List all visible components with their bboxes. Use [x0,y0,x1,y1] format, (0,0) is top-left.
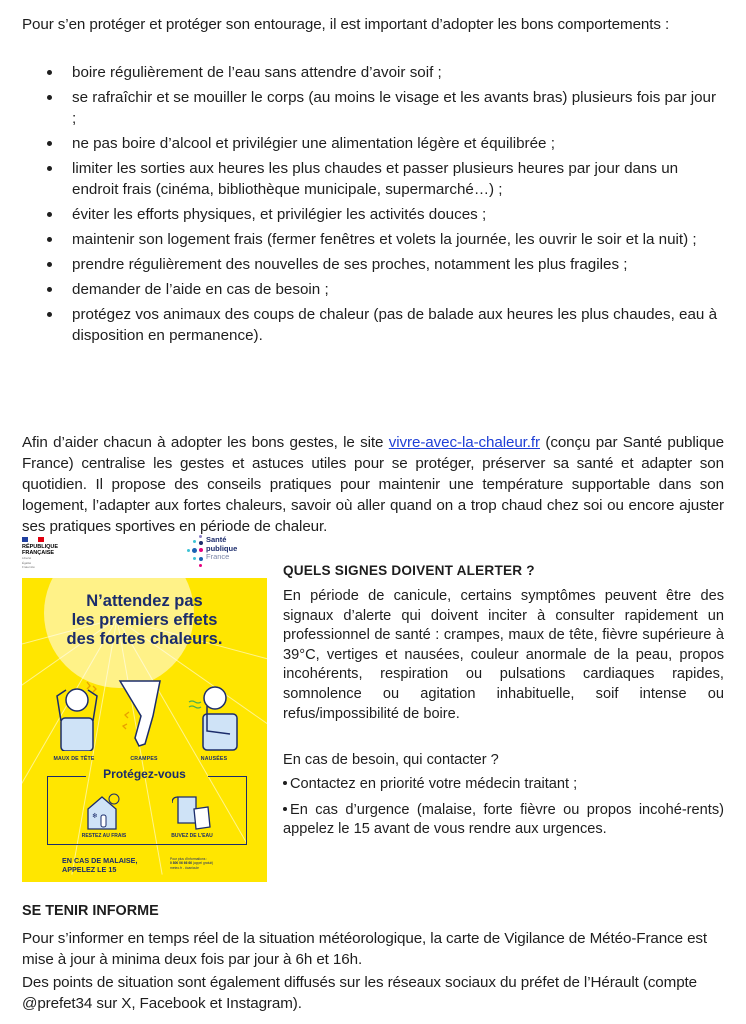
vivre-avec-la-chaleur-link[interactable]: vivre-avec-la-chaleur.fr [388,434,540,451]
contact-list [283,775,724,846]
list-item: prendre régulièrement des nouvelles de ses proches, notamment les plus fragiles ; [22,254,724,275]
list-item: limiter les sorties aux heures les plus chaudes et passer plusieurs heures par jour dans un endroit frais (cinéma, bibliothèque municipale, supermarché…) ; [22,158,724,200]
sante-publique-france-logo: Santé publique France [186,535,266,573]
poster-info: Pour plus d’informations : 0 800 06 66 66 (appel gratuit) meteo.fr - #canicule [170,857,214,870]
signs-heading: QUELS SIGNES DOIVENT ALERTER ? [283,563,535,578]
stay-informed-paragraph-2: Des points de situation sont également diffusés sur les réseaux sociaux du préfet de l’Hérault (compte @prefet34 sur X, Facebook et Instagram). [22,974,698,1012]
bullet-icon [283,807,287,811]
protect-label: RESTEZ AU FRAIS [81,833,127,839]
signs-paragraph: En période de canicule, certains symptômes peuvent être des signaux d’alerte qui doivent inciter à consulter rapidement un professionnel de santé : crampes, maux de tête, fièvre supérieure à 39°C, vertiges et nausées, couleur anormale de la peau, propos incohérents, respiration ou pulsations cardiaques rapides, somnolence ou agitation inhabituelle, soif intense ou refus/impossibilité de boire. [283,588,724,722]
symptom-label: MAUX DE TÊTE [53,756,95,762]
bullet-icon [47,212,52,217]
stay-informed-paragraph-1: Pour s’informer en temps réel de la situation météorologique, la carte de Vigilance de Météo-France est mise à jour à minima deux fois par jour à 6h et 16h. [22,930,708,968]
emergency-callout: EN CAS DE MALAISE, APPELEZ LE 15 [62,856,138,874]
svg-text:❄: ❄ [92,812,98,820]
spf-dots-icon [186,535,208,571]
website-paragraph: Afin d’aider chacun à adopter les bons gestes, le site vivre-avec-la-chaleur.fr (conçu par Santé publique France) centralise les gestes et astuces utiles pour se protéger, préserver sa santé et adapter son quotidien. Il propose des conseils pratiques pour maintenir une température supportable dans son logement, l’adapter aux fortes chaleurs, savoir où aller quand on a trop chaud chez soi ou encore ajuster ses pratiques sportives en période de chaleur. [22,434,724,535]
heatwave-poster [22,578,267,882]
list-item: En cas d’urgence (malaise, forte fièvre ou propos incohé-rents) appelez le 15 avant de vous rendre aux urgences. [283,801,724,837]
list-item: se rafraîchir et se mouiller le corps (au moins le visage et les avants bras) plusieurs fois par jour ; [22,87,724,129]
headache-illustration-icon [42,676,112,751]
drink-water-jug-icon [172,793,214,836]
nausea-illustration-icon [180,676,250,751]
bullet-icon [47,287,52,292]
bullet-icon [47,166,52,171]
bullet-icon [47,70,52,75]
protect-title: Protégez-vous [103,767,186,781]
protect-label: BUVEZ DE L’EAU [171,833,213,839]
list-item: boire régulièrement de l’eau sans attendre d’avoir soif ; [22,62,724,83]
intro-paragraph [22,14,724,35]
stay-cool-house-icon [84,791,124,836]
symptom-label: NAUSÉES [200,756,228,762]
intro-text: Pour s’en protéger et protéger son entourage, il est important d’adopter les bons comportements : [22,16,670,33]
list-item: protégez vos animaux des coups de chaleur (pas de balade aux heures les plus chaudes, eau à disposition en permanence). [22,304,724,346]
list-item: ne pas boire d’alcool et privilégier une alimentation légère et équilibrée ; [22,133,724,154]
stay-informed-heading: SE TENIR INFORME [22,903,159,919]
list-item: demander de l’aide en cas de besoin ; [22,279,724,300]
list-item: éviter les efforts physiques, et privilégier les activités douces ; [22,204,724,225]
poster-title: N’attendez pas les premiers effets des fortes chaleurs. [66,592,223,648]
bullet-icon [283,781,287,785]
bullet-icon [47,237,52,242]
bullet-icon [47,262,52,267]
bullet-icon [47,95,52,100]
marianne-flag-icon [22,537,92,542]
republique-francaise-logo: RÉPUBLIQUE FRANÇAISE Liberté Égalité Fraternité [22,537,92,570]
list-item: Contactez en priorité votre médecin traitant ; [283,775,724,795]
bullet-icon [47,312,52,317]
bullet-icon [47,141,52,146]
list-item: maintenir son logement frais (fermer fenêtres et volets la journée, les ouvrir le soir et la nuit) ; [22,229,724,250]
symptom-label: CRAMPES [130,756,158,762]
contact-question: En cas de besoin, qui contacter ? [283,752,499,768]
advice-list [22,62,724,350]
cramps-illustration-icon [110,676,180,751]
